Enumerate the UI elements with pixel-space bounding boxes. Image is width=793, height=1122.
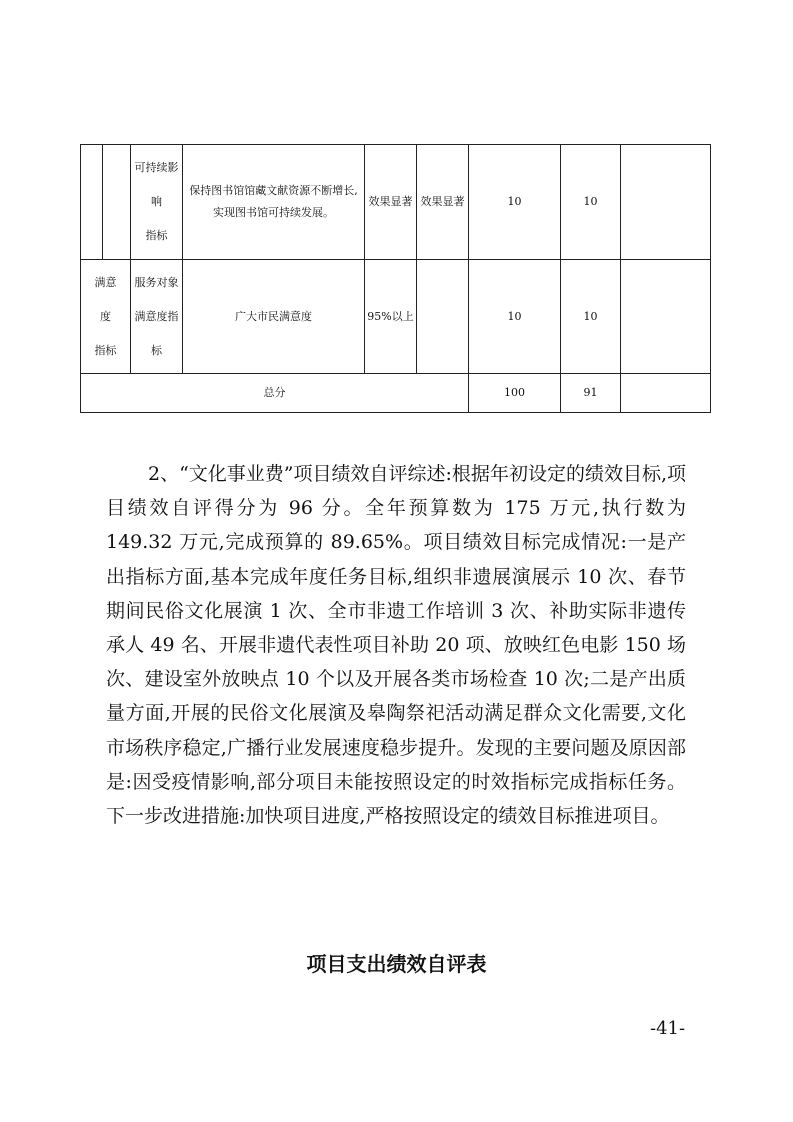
cell-text: 总分: [263, 386, 286, 399]
table-cell-total-score: [561, 374, 621, 413]
summary-paragraph: [106, 457, 686, 833]
cell-line: 指标: [145, 229, 168, 242]
table-row: [81, 145, 711, 260]
cell-text: 95%以上: [367, 309, 414, 323]
cell-line: 响: [151, 195, 162, 208]
cell-text: 10: [583, 195, 598, 208]
table-cell-sub-category: [131, 145, 183, 260]
cell-line: 指标: [94, 343, 117, 357]
table-cell-empty: [81, 145, 103, 260]
table-cell-total-note: [621, 374, 711, 413]
table-cell-actual: [417, 145, 469, 260]
cell-text: 10: [507, 195, 522, 208]
cell-line: 保持图书馆馆藏文献资源不断增长,: [189, 184, 358, 197]
table-cell-score: [561, 145, 621, 260]
table-cell-weight: [469, 260, 561, 374]
cell-line: 度: [100, 309, 111, 323]
performance-table: [80, 144, 711, 413]
table-row-total: [81, 374, 711, 413]
cell-line: 满意度指: [134, 309, 179, 323]
table-cell-note: [621, 260, 711, 374]
table-cell-weight: [469, 145, 561, 260]
cell-text: 广大市民满意度: [235, 309, 312, 323]
table-cell-content: [183, 145, 365, 260]
cell-line: 标: [151, 343, 162, 357]
cell-line: 满意: [94, 275, 117, 289]
cell-line: 服务对象: [134, 275, 179, 289]
table-cell-note: [621, 145, 711, 260]
cell-text: 10: [507, 309, 522, 323]
cell-text: 效果显著: [368, 195, 413, 208]
table-cell-category: [81, 260, 131, 374]
cell-text: 效果显著: [420, 195, 465, 208]
cell-text: 100: [504, 386, 525, 399]
cell-line: 可持续影: [134, 161, 179, 174]
section-title: 项目支出绩效自评表: [306, 952, 487, 976]
table-cell-actual: [417, 260, 469, 374]
page-number: -41-: [650, 1018, 686, 1039]
table-cell-sub-category: [131, 260, 183, 374]
cell-line: 实现图书馆可持续发展。: [213, 206, 334, 219]
cell-text: 91: [583, 386, 598, 399]
summary-text: 2、“文化事业费”项目绩效自评综述:根据年初设定的绩效目标,项目绩效自评得分为 96 分。全年预算数为 175 万元,执行数为 149.32 万元,完成预算的 89.65%。项目绩效目标完成情况:一是产出指标方面,基本完成年度任务目标,组织非遗展演展示 10 次、春节期间民俗文化展演 1 次、全市非遗工作培训 3 次、补助实际非遗传承人 49 名、开展非遗代表性项目补助 20 项、放映红色电影 150 场次、建设室外放映点 10 个以及开展各类市场检查 10 次;二是产出质量方面,开展的民俗文化展演及皋陶祭祀活动满足群众文化需要,文化市场秩序稳定,广播行业发展速度稳步提升。发现的主要问题及原因部是:因受疫情影响,部分项目未能按照设定的时效指标完成指标任务。下一步改进措施:加快项目进度,严格按照设定的绩效目标推进项目。: [106, 463, 686, 828]
table-cell-content: [183, 260, 365, 374]
table-cell-total-weight: [469, 374, 561, 413]
table-cell-score: [561, 260, 621, 374]
cell-text: 10: [583, 309, 598, 323]
table-cell-total-label: [81, 374, 469, 413]
table-cell-target: [365, 260, 417, 374]
table-cell-empty: [103, 145, 131, 260]
table-cell-target: [365, 145, 417, 260]
table-row: [81, 260, 711, 374]
